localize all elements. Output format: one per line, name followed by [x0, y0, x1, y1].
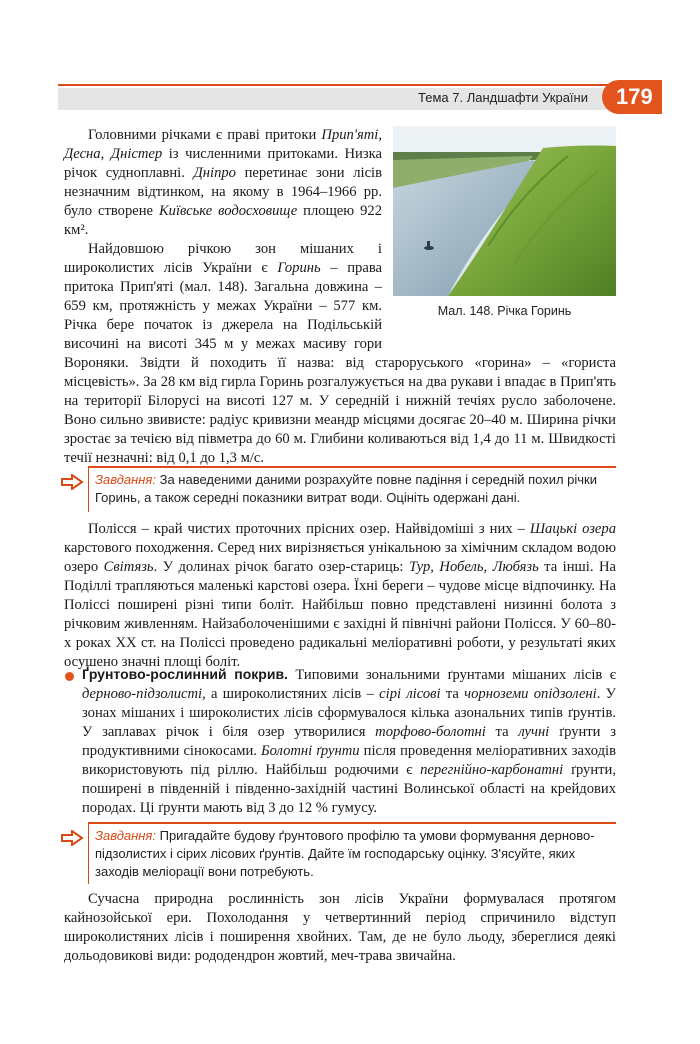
task-box [88, 822, 616, 884]
text-run: карстового походження. Серед них вирізняється унікальною за хімічним складом водою озеро [64, 540, 616, 575]
task-text: Пригадайте будову ґрунтового профілю та умови формування дерново-підзолистих і сірих лісових ґрунтів. Дайте їм господарську оцінку. З'ясуйте, яких заходів меліорації вони потребують. [95, 828, 595, 879]
paragraph-horyn [64, 240, 616, 468]
text-run: – права притока Прип'яті (мал. 148). Загальна довжина – 659 км, протяжність у межах України – 577 км. Річка бере початок із джерела на Подільській височині на висоті 345 м у межах масиву гори Вороняки. Звідти й походить її назва: від староруського «горина» – «гориста місцевість». За 28 км від гирла Горинь розгалужується на два рукави і впадає в Прип'ять на території Білорусі на висоті 127 м. У середній і нижній течіях русло заболочене. Воно сильно звивисте: радіус кривизни меандр місцями досягає 20–40 м. Ширина річки зростає за течією від півметра до 60 м. Глибини коливаються від 1,4 до 11 м. Швидкості течії незначні: від 0,1 до 1,3 м/с. [64, 260, 616, 466]
text-run: та [440, 686, 465, 702]
text-run: та інші. На Поділлі трапляються маленькі карстові озера. Їхні береги – чудове місце відпочинку. На Поліссі поширені різні типи боліт. Найбільш повно представлені низинні болота з річковим живленням. Найзаболоченішими є західні й північні райони Полісся. У 60–80-х роках ХХ ст. на Поліссі проведено радикальні меліоративні роботи, у результаті яких осушено значні площі боліт. [64, 559, 616, 670]
paragraph-polissia [64, 520, 616, 672]
paragraph-rivers [64, 126, 382, 240]
text-run: Найдовшою річкою зон мішаних і широколистих лісів України є [64, 241, 382, 276]
figure-caption: Мал. 148. Річка Горинь [437, 304, 572, 318]
text-run: Типовими зональними ґрунтами мішаних лісів є [287, 667, 616, 683]
italic-term: торфово-болотні [375, 724, 486, 740]
task-box [88, 466, 616, 512]
header-rule [58, 84, 610, 86]
text-run: Головними річками є праві притоки [88, 127, 322, 143]
text-run: площею 922 км². [64, 203, 382, 238]
text-run: Полісся – край чистих проточних прісних озер. Найвідоміші з них – [88, 521, 530, 537]
italic-term: перегнійно-карбонатні [420, 762, 564, 778]
section-heading: Ґрунтово-рослинний покрив. [82, 666, 288, 682]
italic-term: Болотні ґрунти [261, 743, 360, 759]
text-run: перетинає зони лісів незначним відтинком, на якому в 1964–1966 рр. було створене [64, 165, 383, 219]
paragraph-soil [82, 665, 616, 818]
italic-term: сірі лісові [379, 686, 441, 702]
text-run: . У долинах річок багато озер-стариць: [153, 559, 409, 575]
italic-term: Світязь [103, 559, 154, 575]
page-number: 179 [602, 80, 662, 114]
text-run: Сучасна природна рослинність зон лісів України формувалася протягом кайнозойської ери. Похолодання у четвертинний період спричинило відступ широколистяних лісів і поширення хвойних. Там, де не було льоду, збереглися деякі дольодовикові види: рододендрон жовтий, меч-трава звичайна. [64, 891, 616, 964]
photo-float-spacer [382, 240, 616, 340]
text-run: після проведення меліоративних заходів використовують під ріллю. Найбільш родючими є [82, 743, 616, 778]
italic-term: Горинь [277, 260, 321, 276]
task-label: Завдання: [95, 472, 156, 487]
italic-term: Шацькі озера [529, 521, 616, 537]
italic-term: лучні [518, 724, 550, 740]
chapter-title: Тема 7. Ландшафти України [418, 90, 588, 105]
italic-term: чорноземи опідзолені [464, 686, 597, 702]
text-run: . У зонах мішаних і широколистих лісів сформувалося кілька азональних типів ґрунтів. У заплавах річок і біля озер утворилися [82, 686, 616, 740]
italic-term: Київське водосховище [158, 203, 298, 219]
text-run: ґрунти з продуктивними сінокосами. [82, 724, 616, 759]
text-run: , а широколистяних лісів – [202, 686, 380, 702]
italic-term: дерново-підзолисті [82, 686, 203, 702]
text-run: із численними притоками. Низка річок судноплавні. [64, 146, 382, 181]
text-run: та [485, 724, 519, 740]
italic-term: Прип'яті, Десна, Дністер [64, 127, 382, 162]
italic-term: Тур, Нобель, Любязь [408, 559, 539, 575]
task-arrow-icon [60, 830, 84, 846]
task-label: Завдання: [95, 828, 156, 843]
paragraph-vegetation [64, 890, 616, 966]
italic-term: Дніпро [193, 165, 236, 181]
section-bullet-icon [65, 672, 74, 681]
task-text: За наведеними даними розрахуйте повне падіння і середній похил річки Горинь, а також середні показники витрат води. Оцініть одержані дані. [95, 472, 598, 505]
text-run: ґрунти, поширені в південній і південно-західній частині Волинської області на крейдових породах. Ці ґрунти мають від 3 до 12 % гумусу. [82, 762, 616, 816]
task-arrow-icon [60, 474, 84, 490]
